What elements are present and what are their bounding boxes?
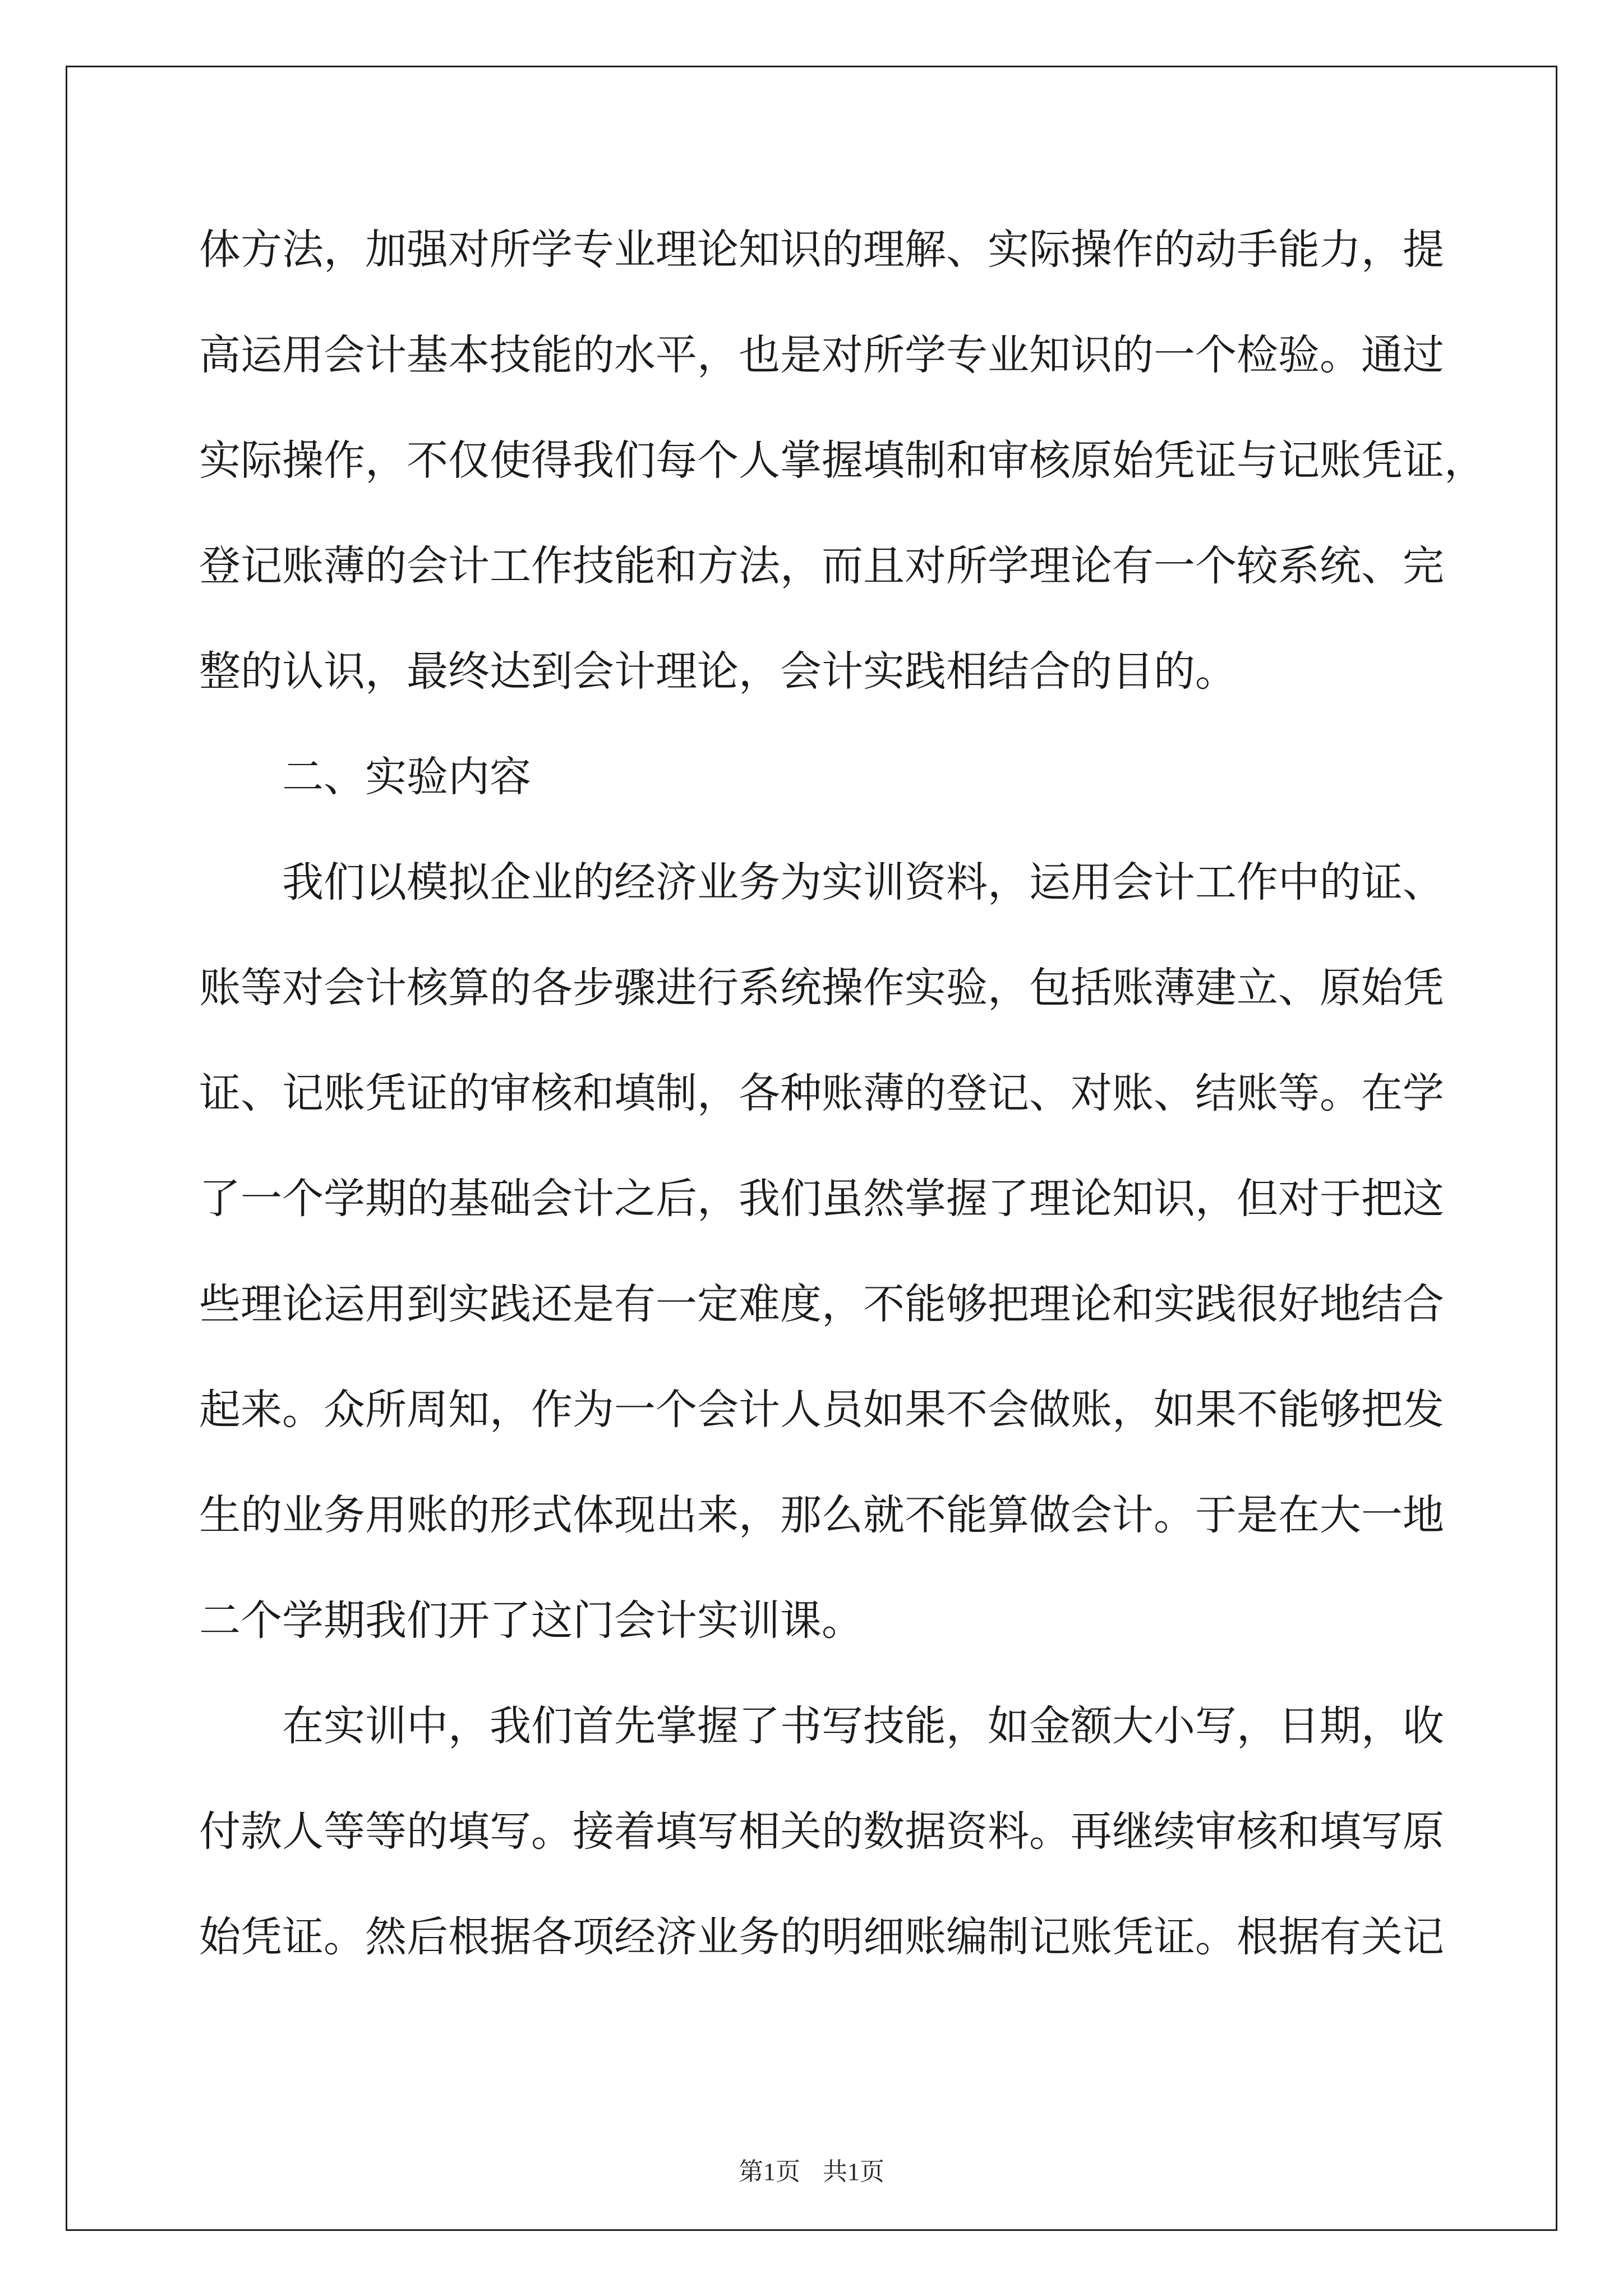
text-line: 实际操作，不仅使得我们每个人掌握填制和审核原始凭证与记账凭证， — [199, 436, 1486, 485]
text-line: 些理论运用到实践还是有一定难度，不能够把理论和实践很好地结合 — [199, 1280, 1444, 1328]
page-count: 共1页 — [823, 2158, 884, 2185]
text-line: 在实训中，我们首先掌握了书写技能，如金额大小写，日期，收 — [282, 1702, 1444, 1750]
text-line: 高运用会计基本技能的水平，也是对所学专业知识的一个检验。通过 — [199, 331, 1444, 379]
text-line: 体方法，加强对所学专业理论知识的理解、实际操作的动手能力，提 — [199, 226, 1444, 274]
text-line: 二个学期我们开了这门会计实训课。 — [199, 1596, 863, 1645]
text-line: 我们以模拟企业的经济业务为实训资料，运用会计工作中的证、 — [282, 858, 1444, 907]
text-line: 整的认识，最终达到会计理论，会计实践相结合的目的。 — [199, 647, 1237, 696]
text-line: 始凭证。然后根据各项经济业务的明细账编制记账凭证。根据有关记 — [199, 1913, 1444, 1961]
page-number: 第1页 — [739, 2158, 800, 2185]
document-body — [199, 210, 1486, 2003]
text-line: 了一个学期的基础会计之后，我们虽然掌握了理论知识，但对于把这 — [199, 1175, 1444, 1223]
text-line: 账等对会计核算的各步骤进行系统操作实验，包括账薄建立、原始凭 — [199, 964, 1444, 1012]
page-footer — [0, 2151, 1623, 2187]
text-line: 起来。众所周知，作为一个会计人员如果不会做账，如果不能够把发 — [199, 1386, 1444, 1434]
text-line: 生的业务用账的形式体现出来，那么就不能算做会计。于是在大一地 — [199, 1491, 1444, 1539]
text-line: 付款人等等的填写。接着填写相关的数据资料。再继续审核和填写原 — [199, 1807, 1444, 1856]
text-line: 证、记账凭证的审核和填制，各种账薄的登记、对账、结账等。在学 — [199, 1069, 1444, 1117]
text-line: 二、实验内容 — [282, 753, 531, 801]
text-line: 登记账薄的会计工作技能和方法，而且对所学理论有一个较系统、完 — [199, 542, 1444, 590]
